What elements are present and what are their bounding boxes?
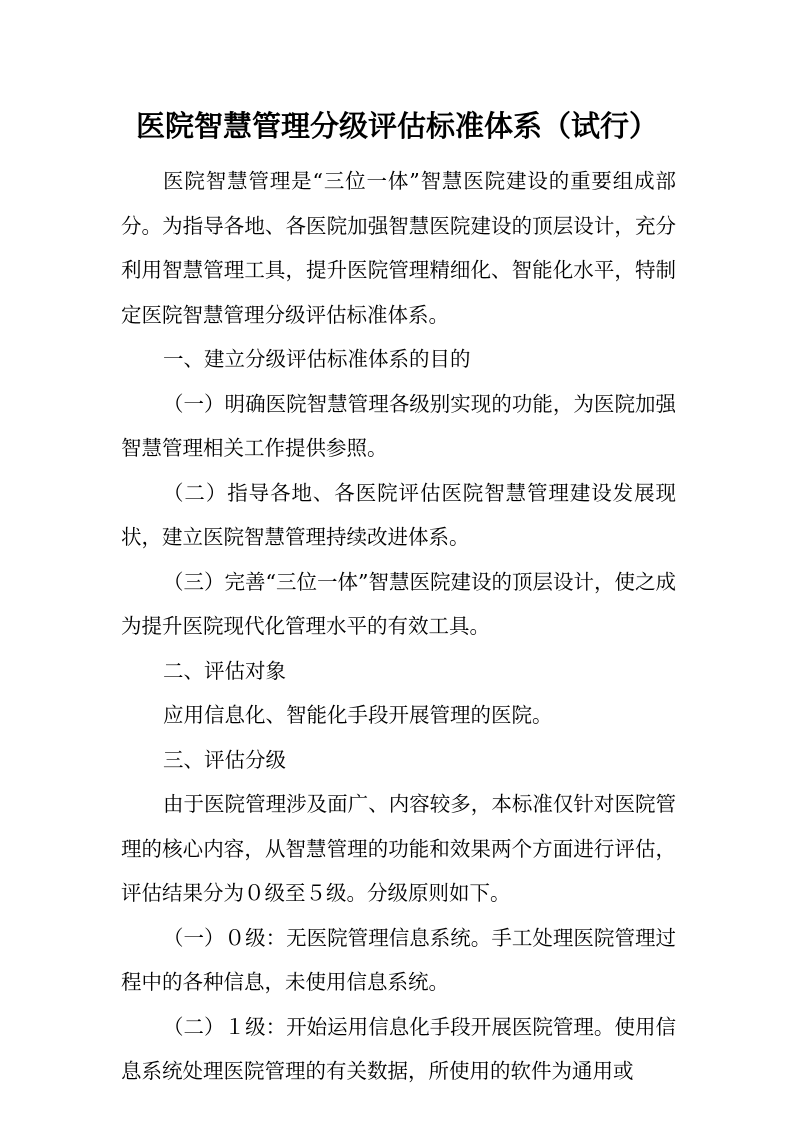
document-body [121, 159, 676, 1094]
target-paragraph: 应用信息化、智能化手段开展管理的医院。 [163, 703, 553, 727]
level-1-paragraph: （二）１级：开始运用信息化手段开展医院管理。使用信息系统处理医院管理的有关数据，所使用的软件为通用或 [121, 1014, 676, 1083]
intro-paragraph: 医院智慧管理是“三位一体”智慧医院建设的重要组成部分。为指导各地、各医院加强智慧医院建设的顶层设计，充分利用智慧管理工具，提升医院管理精细化、智能化水平，特制定医院智慧管理分级评估标准体系。 [121, 169, 676, 327]
purpose-item-2: （二）指导各地、各医院评估医院智慧管理建设发展现状，建立医院智慧管理持续改进体系。 [121, 480, 676, 549]
purpose-item-1: （一）明确医院智慧管理各级别实现的功能，为医院加强智慧管理相关工作提供参照。 [121, 391, 676, 460]
section-heading-purpose: 一、建立分级评估标准体系的目的 [163, 347, 471, 371]
document-title: 医院智慧管理分级评估标准体系（试行） [135, 109, 658, 143]
levels-intro-paragraph: 由于医院管理涉及面广、内容较多，本标准仅针对医院管理的核心内容，从智慧管理的功能和效果两个方面进行评估，评估结果分为０级至５级。分级原则如下。 [121, 792, 676, 905]
level-0-paragraph: （一）０级：无医院管理信息系统。手工处理医院管理过程中的各种信息，未使用信息系统。 [121, 925, 676, 994]
section-heading-target: 二、评估对象 [163, 658, 286, 683]
purpose-item-3: （三）完善“三位一体”智慧医院建设的顶层设计，使之成为提升医院现代化管理水平的有效工具。 [121, 569, 676, 638]
section-heading-levels: 三、评估分级 [163, 747, 286, 772]
